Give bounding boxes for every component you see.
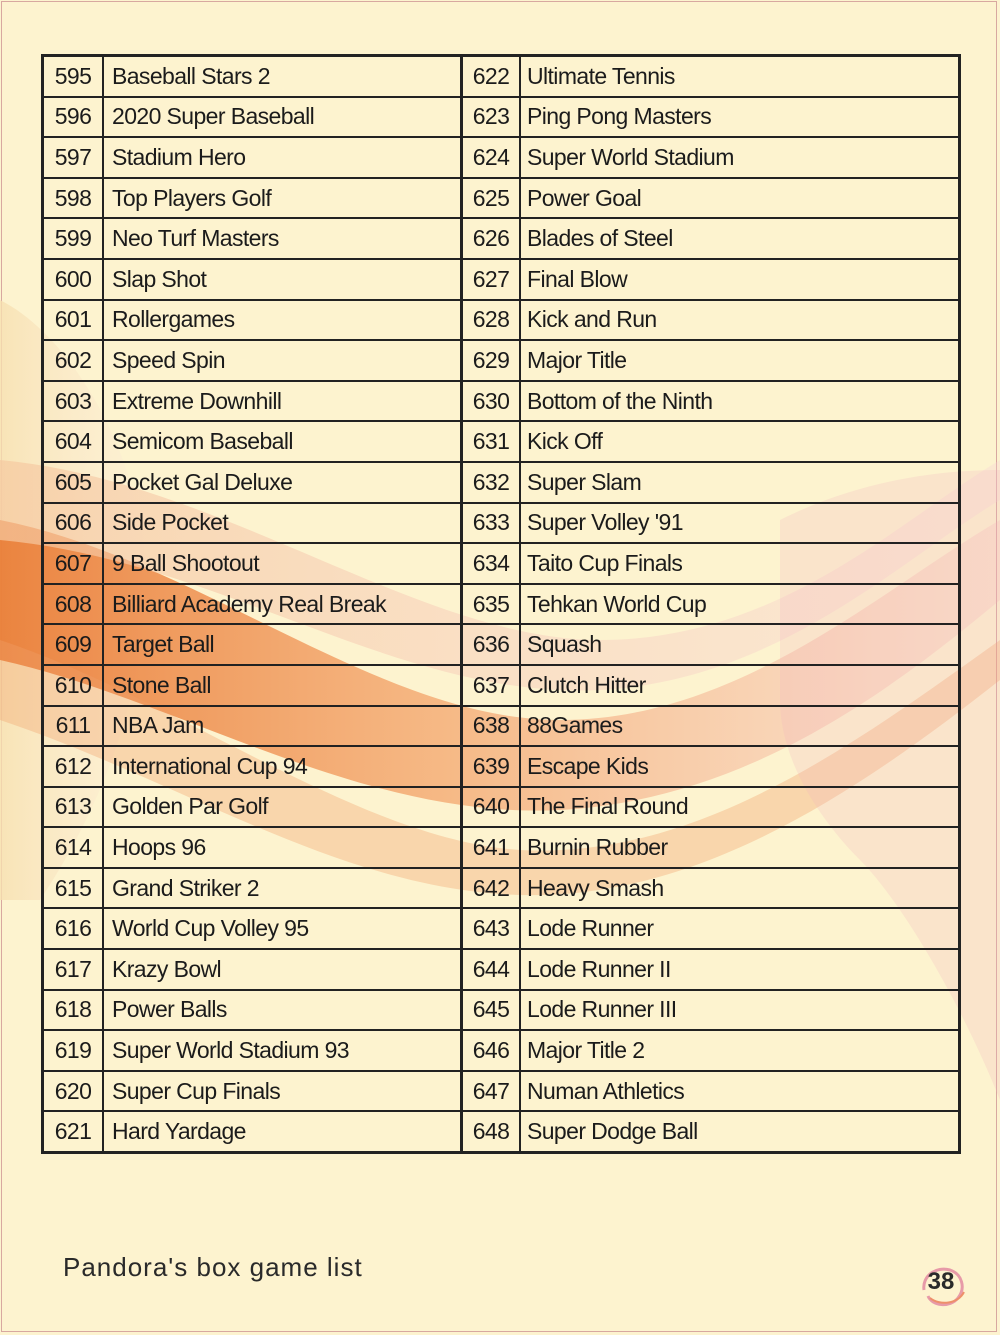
table-row <box>43 787 960 828</box>
table-row <box>43 381 960 422</box>
game-number-cell: 611 <box>43 706 104 747</box>
page-number: 38 <box>927 1268 955 1295</box>
game-title-cell: 2020 Super Baseball <box>103 97 462 138</box>
game-title-cell: Super Dodge Ball <box>520 1111 960 1152</box>
game-number-cell: 601 <box>43 300 104 341</box>
game-number-cell: 643 <box>462 908 521 949</box>
game-title-cell: Power Goal <box>520 178 960 219</box>
game-number-cell: 627 <box>462 259 521 300</box>
game-title-cell: Lode Runner III <box>520 990 960 1031</box>
table-row <box>43 97 960 138</box>
game-title-cell: World Cup Volley 95 <box>103 908 462 949</box>
game-title-cell: Lode Runner II <box>520 949 960 990</box>
game-title-cell: Lode Runner <box>520 908 960 949</box>
game-number-cell: 606 <box>43 503 104 544</box>
game-title-cell: Numan Athletics <box>520 1071 960 1112</box>
game-number-cell: 607 <box>43 543 104 584</box>
table-row <box>43 868 960 909</box>
game-number-cell: 595 <box>43 56 104 97</box>
game-title-cell: Super World Stadium 93 <box>103 1030 462 1071</box>
game-number-cell: 614 <box>43 827 104 868</box>
game-number-cell: 603 <box>43 381 104 422</box>
game-title-cell: Blades of Steel <box>520 218 960 259</box>
game-number-cell: 626 <box>462 218 521 259</box>
game-number-cell: 599 <box>43 218 104 259</box>
game-number-cell: 600 <box>43 259 104 300</box>
game-number-cell: 615 <box>43 868 104 909</box>
game-title-cell: Billiard Academy Real Break <box>103 584 462 625</box>
game-title-cell: International Cup 94 <box>103 746 462 787</box>
game-number-cell: 644 <box>462 949 521 990</box>
game-number-cell: 605 <box>43 462 104 503</box>
game-number-cell: 597 <box>43 137 104 178</box>
game-number-cell: 648 <box>462 1111 521 1152</box>
table-row <box>43 584 960 625</box>
game-title-cell: Semicom Baseball <box>103 421 462 462</box>
table-row <box>43 746 960 787</box>
table-row <box>43 949 960 990</box>
game-title-cell: Stone Ball <box>103 665 462 706</box>
game-number-cell: 647 <box>462 1071 521 1112</box>
game-number-cell: 622 <box>462 56 521 97</box>
table-row <box>43 421 960 462</box>
game-title-cell: Side Pocket <box>103 503 462 544</box>
game-title-cell: Hoops 96 <box>103 827 462 868</box>
game-title-cell: Super Volley '91 <box>520 503 960 544</box>
game-number-cell: 630 <box>462 381 521 422</box>
table-row <box>43 706 960 747</box>
game-title-cell: The Final Round <box>520 787 960 828</box>
game-title-cell: Kick Off <box>520 421 960 462</box>
game-number-cell: 646 <box>462 1030 521 1071</box>
table-row <box>43 827 960 868</box>
game-number-cell: 645 <box>462 990 521 1031</box>
game-number-cell: 604 <box>43 421 104 462</box>
game-title-cell: Super Cup Finals <box>103 1071 462 1112</box>
game-number-cell: 619 <box>43 1030 104 1071</box>
footer-title: Pandora's box game list <box>63 1252 363 1282</box>
game-number-cell: 632 <box>462 462 521 503</box>
table-row <box>43 137 960 178</box>
game-title-cell: Ultimate Tennis <box>520 56 960 97</box>
game-number-cell: 629 <box>462 340 521 381</box>
game-title-cell: Kick and Run <box>520 300 960 341</box>
game-number-cell: 634 <box>462 543 521 584</box>
table-row <box>43 990 960 1031</box>
game-number-cell: 613 <box>43 787 104 828</box>
game-number-cell: 608 <box>43 584 104 625</box>
table-row <box>43 300 960 341</box>
game-number-cell: 633 <box>462 503 521 544</box>
game-title-cell: Major Title 2 <box>520 1030 960 1071</box>
table-row <box>43 908 960 949</box>
game-title-cell: Squash <box>520 624 960 665</box>
game-number-cell: 610 <box>43 665 104 706</box>
game-number-cell: 617 <box>43 949 104 990</box>
game-number-cell: 602 <box>43 340 104 381</box>
game-title-cell: Final Blow <box>520 259 960 300</box>
table-row <box>43 624 960 665</box>
game-title-cell: Pocket Gal Deluxe <box>103 462 462 503</box>
game-number-cell: 623 <box>462 97 521 138</box>
game-title-cell: 9 Ball Shootout <box>103 543 462 584</box>
table-row <box>43 1071 960 1112</box>
game-title-cell: Grand Striker 2 <box>103 868 462 909</box>
game-title-cell: Speed Spin <box>103 340 462 381</box>
game-title-cell: 88Games <box>520 706 960 747</box>
game-title-cell: Krazy Bowl <box>103 949 462 990</box>
game-number-cell: 612 <box>43 746 104 787</box>
table-row <box>43 1030 960 1071</box>
game-title-cell: Clutch Hitter <box>520 665 960 706</box>
game-title-cell: Escape Kids <box>520 746 960 787</box>
table-row <box>43 340 960 381</box>
game-number-cell: 598 <box>43 178 104 219</box>
game-title-cell: Bottom of the Ninth <box>520 381 960 422</box>
table-row <box>43 503 960 544</box>
game-title-cell: Extreme Downhill <box>103 381 462 422</box>
game-number-cell: 639 <box>462 746 521 787</box>
table-row <box>43 218 960 259</box>
game-title-cell: Power Balls <box>103 990 462 1031</box>
game-title-cell: Heavy Smash <box>520 868 960 909</box>
game-number-cell: 638 <box>462 706 521 747</box>
game-number-cell: 620 <box>43 1071 104 1112</box>
game-number-cell: 621 <box>43 1111 104 1152</box>
game-title-cell: Major Title <box>520 340 960 381</box>
game-title-cell: Tehkan World Cup <box>520 584 960 625</box>
game-number-cell: 625 <box>462 178 521 219</box>
table-row <box>43 1111 960 1152</box>
game-title-cell: Neo Turf Masters <box>103 218 462 259</box>
table-row <box>43 665 960 706</box>
game-title-cell: Golden Par Golf <box>103 787 462 828</box>
game-title-cell: Super World Stadium <box>520 137 960 178</box>
game-title-cell: Stadium Hero <box>103 137 462 178</box>
game-number-cell: 616 <box>43 908 104 949</box>
table-row <box>43 259 960 300</box>
game-list-table <box>41 54 961 1154</box>
table-row <box>43 178 960 219</box>
game-title-cell: Slap Shot <box>103 259 462 300</box>
game-number-cell: 624 <box>462 137 521 178</box>
game-title-cell: Top Players Golf <box>103 178 462 219</box>
game-title-cell: Baseball Stars 2 <box>103 56 462 97</box>
game-number-cell: 637 <box>462 665 521 706</box>
game-number-cell: 609 <box>43 624 104 665</box>
game-number-cell: 640 <box>462 787 521 828</box>
game-number-cell: 641 <box>462 827 521 868</box>
game-title-cell: Hard Yardage <box>103 1111 462 1152</box>
game-number-cell: 636 <box>462 624 521 665</box>
game-title-cell: Taito Cup Finals <box>520 543 960 584</box>
game-number-cell: 628 <box>462 300 521 341</box>
game-title-cell: NBA Jam <box>103 706 462 747</box>
game-number-cell: 618 <box>43 990 104 1031</box>
table-row <box>43 543 960 584</box>
game-title-cell: Rollergames <box>103 300 462 341</box>
game-title-cell: Ping Pong Masters <box>520 97 960 138</box>
table-row <box>43 462 960 503</box>
game-number-cell: 631 <box>462 421 521 462</box>
table-row <box>43 56 960 97</box>
game-title-cell: Burnin Rubber <box>520 827 960 868</box>
game-title-cell: Super Slam <box>520 462 960 503</box>
game-number-cell: 642 <box>462 868 521 909</box>
game-table-container <box>41 54 961 1154</box>
game-title-cell: Target Ball <box>103 624 462 665</box>
game-number-cell: 635 <box>462 584 521 625</box>
game-number-cell: 596 <box>43 97 104 138</box>
